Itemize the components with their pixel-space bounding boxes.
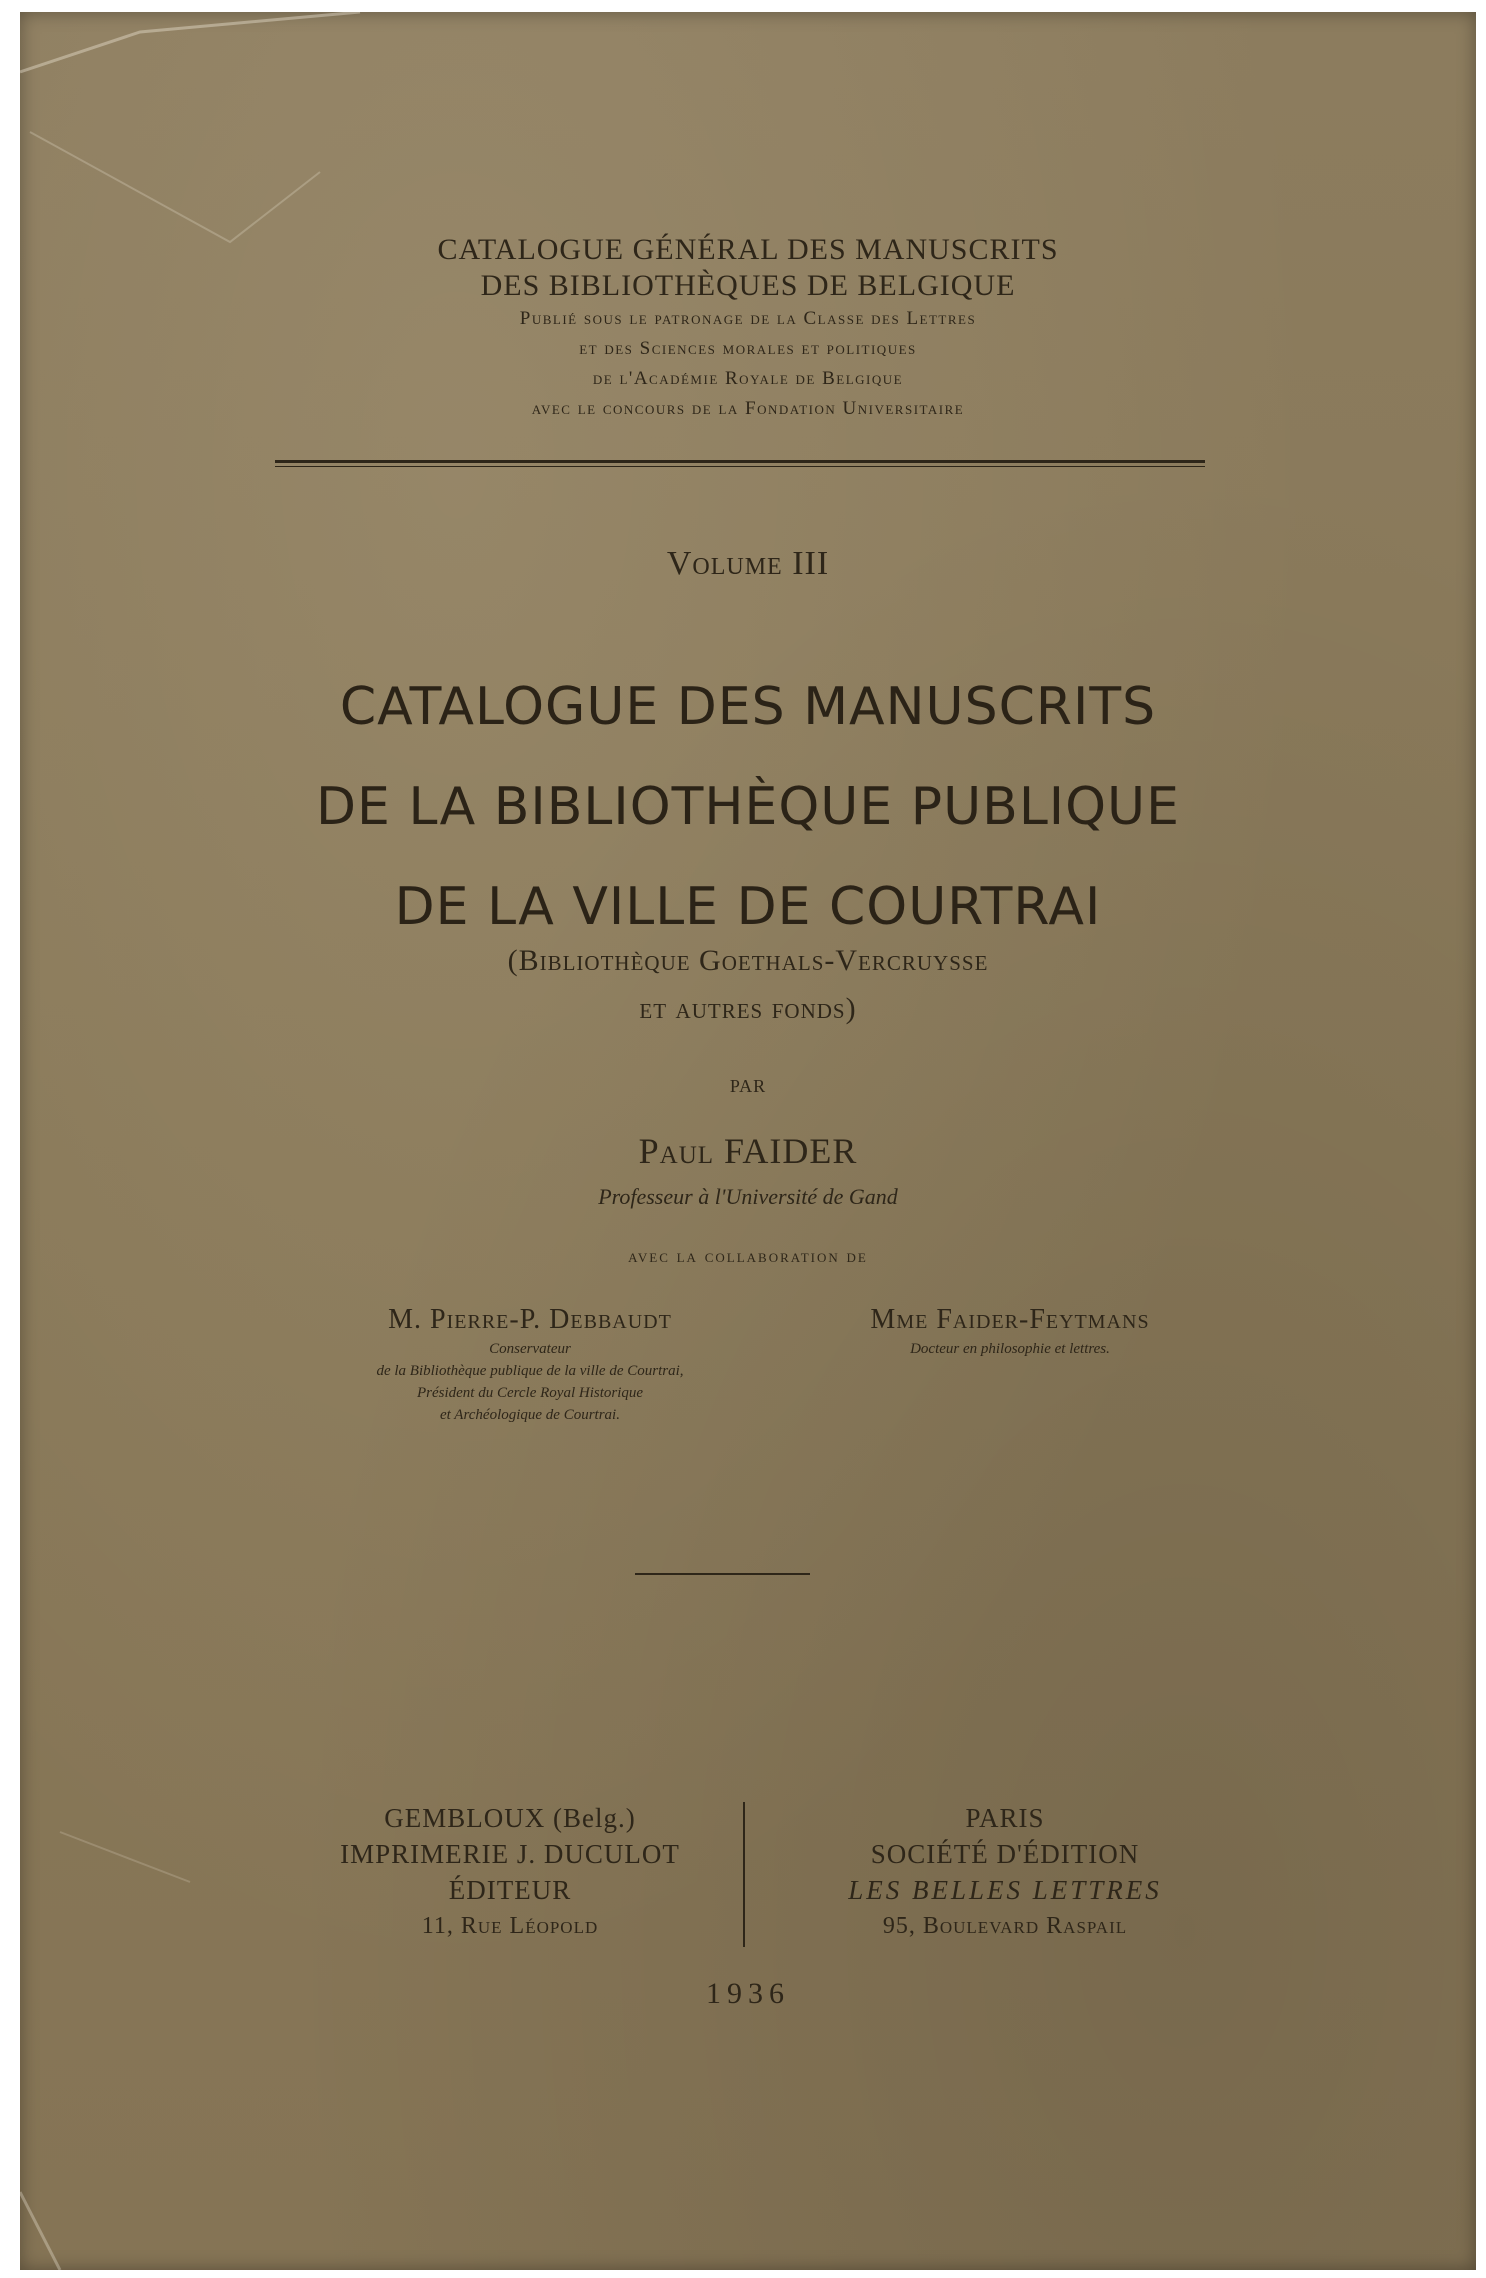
collaborator-1 [260, 1302, 800, 1426]
collaboration-label: avec la collaboration de [628, 1246, 868, 1267]
publisher-right-line-2: SOCIÉTÉ D'ÉDITION [870, 1839, 1140, 1869]
subtitle [20, 937, 1476, 1033]
collaborator-1-name: M. Pierre-P. Debbaudt [388, 1304, 672, 1335]
main-title-line-1: CATALOGUE DES MANUSCRITS [339, 677, 1157, 737]
publisher-right-line-4: 95, Boulevard Raspail [882, 1913, 1128, 1939]
series-patronage-line-3: de l'Académie Royale de Belgique [592, 368, 904, 389]
main-title-line-3: DE LA VILLE DE COURTRAI [394, 877, 1102, 937]
main-title [20, 657, 1476, 957]
main-title-line-2: DE LA BIBLIOTHÈQUE PUBLIQUE [316, 777, 1180, 837]
publisher-separator [743, 1802, 745, 1947]
series-patronage-line-1: Publié sous le patronage de la Classe des Lettres [519, 308, 977, 329]
book-cover [20, 12, 1476, 2270]
series-patronage-line-2: et des Sciences morales et politiques [579, 338, 917, 359]
publication-year: 1936 [706, 1977, 790, 2010]
par-label: PAR [729, 1076, 767, 1096]
collaborator-1-desc-4: et Archéologique de Courtrai. [440, 1407, 620, 1423]
author-name: Paul FAIDER [638, 1131, 858, 1171]
publisher-left-line-2: IMPRIMERIE J. DUCULOT [340, 1839, 680, 1869]
collaborator-2 [790, 1302, 1230, 1360]
collaborator-2-name: Mme Faider-Feytmans [870, 1304, 1150, 1335]
publisher-right-line-3: LES BELLES LETTRES [848, 1875, 1162, 1905]
collaborator-1-desc-3: Président du Cercle Royal Historique [416, 1385, 644, 1401]
publisher-right-line-1: PARIS [965, 1803, 1045, 1833]
double-rule-divider [275, 460, 1205, 467]
publisher-left-line-4: 11, Rue Léopold [421, 1913, 599, 1939]
volume-label: Volume III [666, 545, 830, 582]
collaborator-1-desc-1: Conservateur [489, 1341, 571, 1357]
series-title-line-2: DES BIBLIOTHÈQUES DE BELGIQUE [480, 269, 1016, 302]
subtitle-line-2: et autres fonds) [639, 992, 857, 1025]
short-rule-divider [635, 1573, 810, 1575]
publisher-paris [785, 1800, 1225, 1944]
collaborator-2-desc-1: Docteur en philosophie et lettres. [910, 1341, 1110, 1357]
series-header [20, 232, 1476, 424]
series-title-line-1: CATALOGUE GÉNÉRAL DES MANUSCRITS [437, 233, 1059, 266]
author-role: Professeur à l'Université de Gand [598, 1184, 898, 1209]
publisher-left-line-3: ÉDITEUR [448, 1875, 572, 1905]
subtitle-line-1: (Bibliothèque Goethals-Vercruysse [507, 944, 989, 977]
publisher-gembloux [290, 1800, 730, 1944]
collaborator-1-desc-2: de la Bibliothèque publique de la ville de Courtrai, [376, 1363, 684, 1379]
series-patronage-line-4: avec le concours de la Fondation Universitaire [531, 398, 965, 419]
publisher-left-line-1: GEMBLOUX (Belg.) [384, 1803, 636, 1833]
